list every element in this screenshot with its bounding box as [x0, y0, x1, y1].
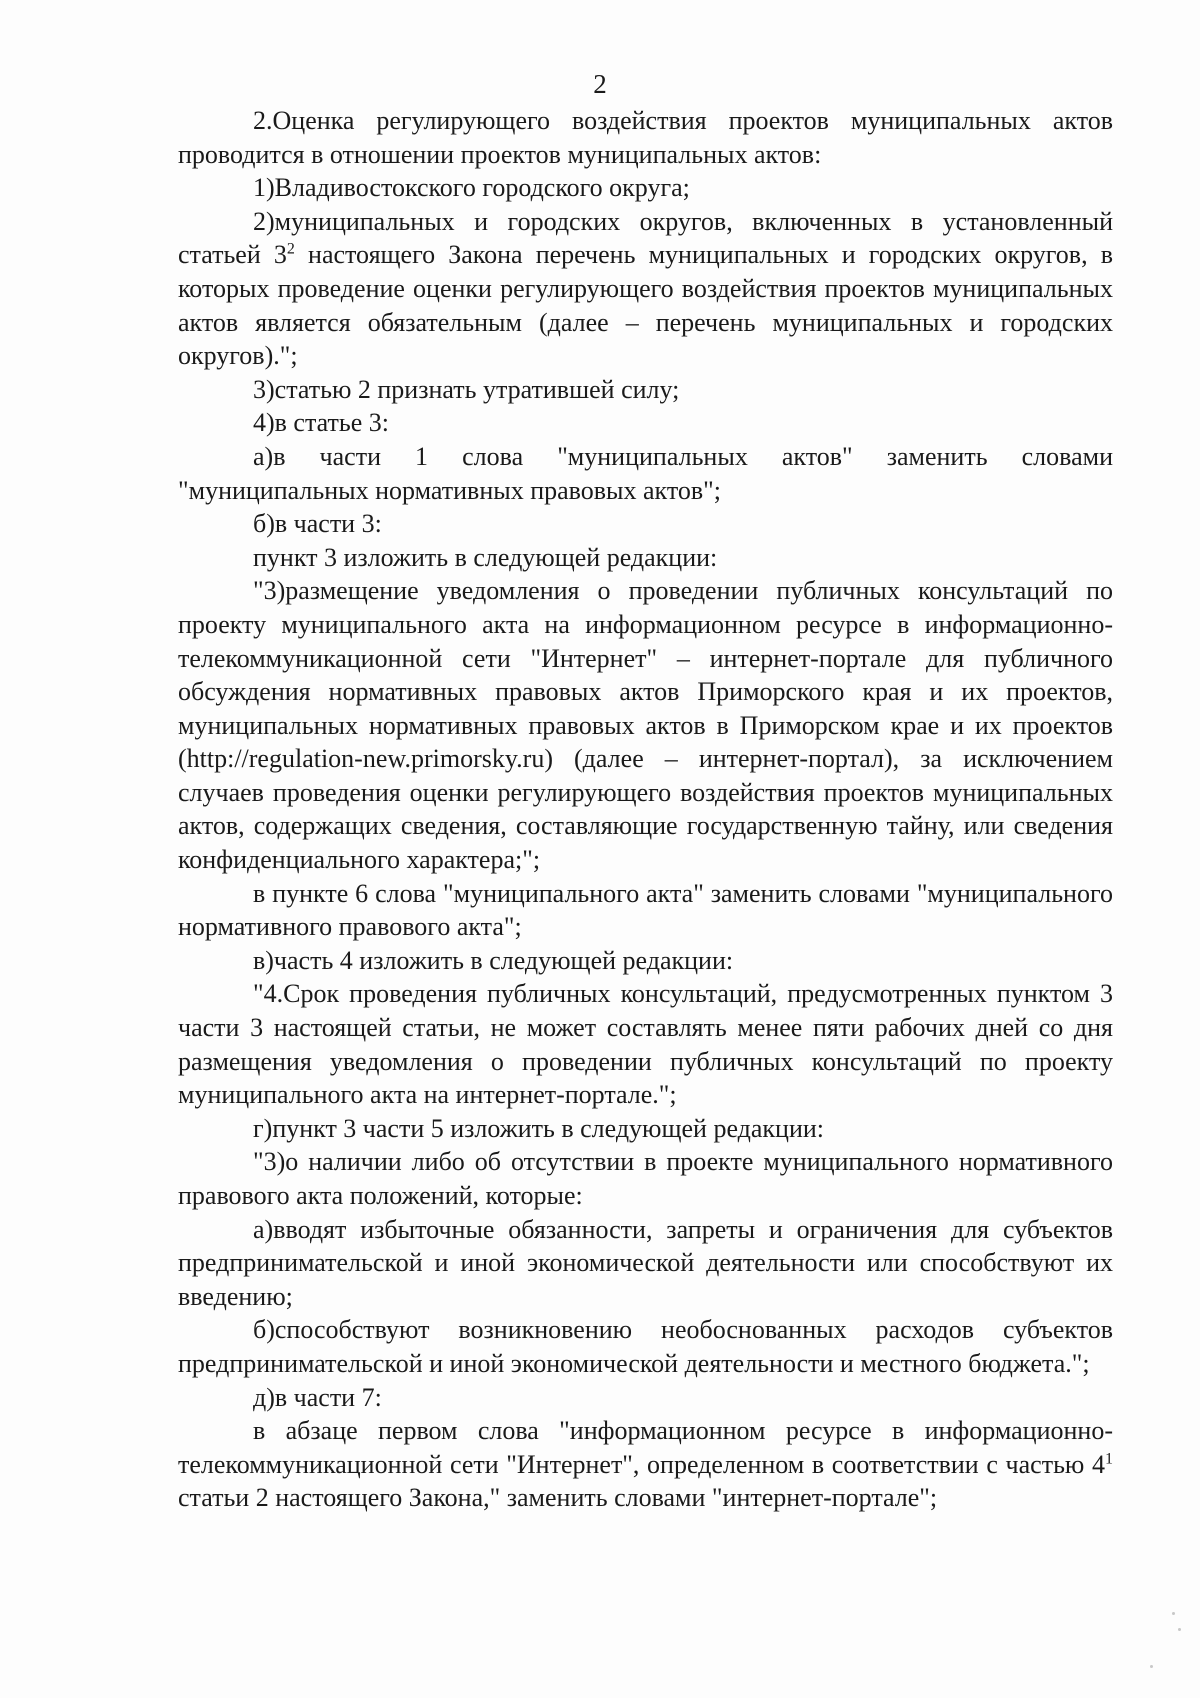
paragraph-item-2-head: 2)муниципальных и городских округов, включенных в установленный статьей 3	[178, 206, 1113, 270]
paragraph-point-3-text: "3)размещение уведомления о проведении публичных консультаций по проекту муниципального акта на информационном ресурсе в информационно-телекоммуникационной сети "Интернет" – интернет-портале для публичного обсуждения нормативных правовых актов Приморского края и их проектов, муниципальных нормативных правовых актов в Приморском крае и их проектов (http://regulation-new.primorsky.ru) (далее – интернет-портал), за исключением случаев проведения оценки регулирующего воздействия проектов муниципальных актов, содержащих сведения, составляющие государственную тайну, или сведения конфиденциального характера;";	[178, 576, 1113, 875]
paragraph-item-3: 3)статью 2 признать утратившей силу;	[253, 374, 680, 404]
paragraph-2-intro: 2.Оценка регулирующего воздействия проектов муниципальных актов проводится в отношении проектов муниципальных актов:	[178, 106, 1113, 169]
paragraph-item-2	[178, 205, 1113, 373]
paragraph-point-b-sposobstvuyut: б)способствуют возникновению необоснованных расходов субъектов предпринимательской и иной экономической деятельности и местного бюджета.";	[178, 1315, 1113, 1378]
paragraph-subitem-b: б)в части 3:	[253, 509, 382, 539]
paragraph-item-1: 1)Владивостокского городского округа;	[253, 173, 690, 203]
scan-speck	[1178, 1628, 1181, 1631]
paragraph-subitem-a: а)в части 1 слова "муниципальных актов" заменить словами "муниципальных нормативных правовых актов";	[178, 441, 1113, 505]
paragraph-point-3-intro: пункт 3 изложить в следующей редакции:	[253, 542, 718, 572]
paragraph-abzac-first	[178, 1414, 1113, 1515]
paragraph-part-4-text: "4.Срок проведения публичных консультаций, предусмотренных пунктом 3 части 3 настоящей статьи, не может составлять менее пяти рабочих дней со дня размещения уведомления о проведении публичных консультаций по проекту муниципального акта на интернет-портале.";	[178, 979, 1113, 1110]
scan-speck	[1172, 1612, 1175, 1615]
paragraph-subitem-g: г)пункт 3 части 5 изложить в следующей редакции:	[253, 1113, 825, 1143]
paragraph-abzac-first-tail: статьи 2 настоящего Закона," заменить словами "интернет-портале";	[178, 1483, 938, 1513]
document-body	[178, 104, 1113, 1515]
paragraph-item-4: 4)в статье 3:	[253, 408, 390, 438]
paragraph-subitem-d: д)в части 7:	[253, 1382, 382, 1412]
scan-speck	[1150, 1665, 1153, 1668]
paragraph-subitem-v: в)часть 4 изложить в следующей редакции:	[253, 945, 734, 975]
paragraph-point-3o: "3)о наличии либо об отсутствии в проекте муниципального нормативного правового акта положений, которые:	[178, 1147, 1113, 1210]
paragraph-point-6: в пункте 6 слова "муниципального акта" заменить словами "муниципального нормативного правового акта";	[178, 878, 1113, 942]
paragraph-point-a-vvodyat: а)вводят избыточные обязанности, запреты и ограничения для субъектов предпринимательской и иной экономической деятельности или способствуют их введению;	[178, 1214, 1113, 1311]
superscript-1: 1	[1105, 1450, 1113, 1468]
paragraph-abzac-first-head: в абзаце первом слова "информационном ресурсе в информационно-телекоммуникационной сети "Интернет", определенном в соответствии с частью 4	[178, 1416, 1113, 1479]
page-number: 2	[593, 69, 607, 99]
paragraph-item-2-tail: настоящего Закона перечень муниципальных и городских округов, в которых проведение оценки регулирующего воздействия проектов муниципальных актов является обязательным (далее – перечень муниципальных и городских округов).";	[178, 240, 1114, 371]
superscript-2: 2	[286, 240, 295, 258]
